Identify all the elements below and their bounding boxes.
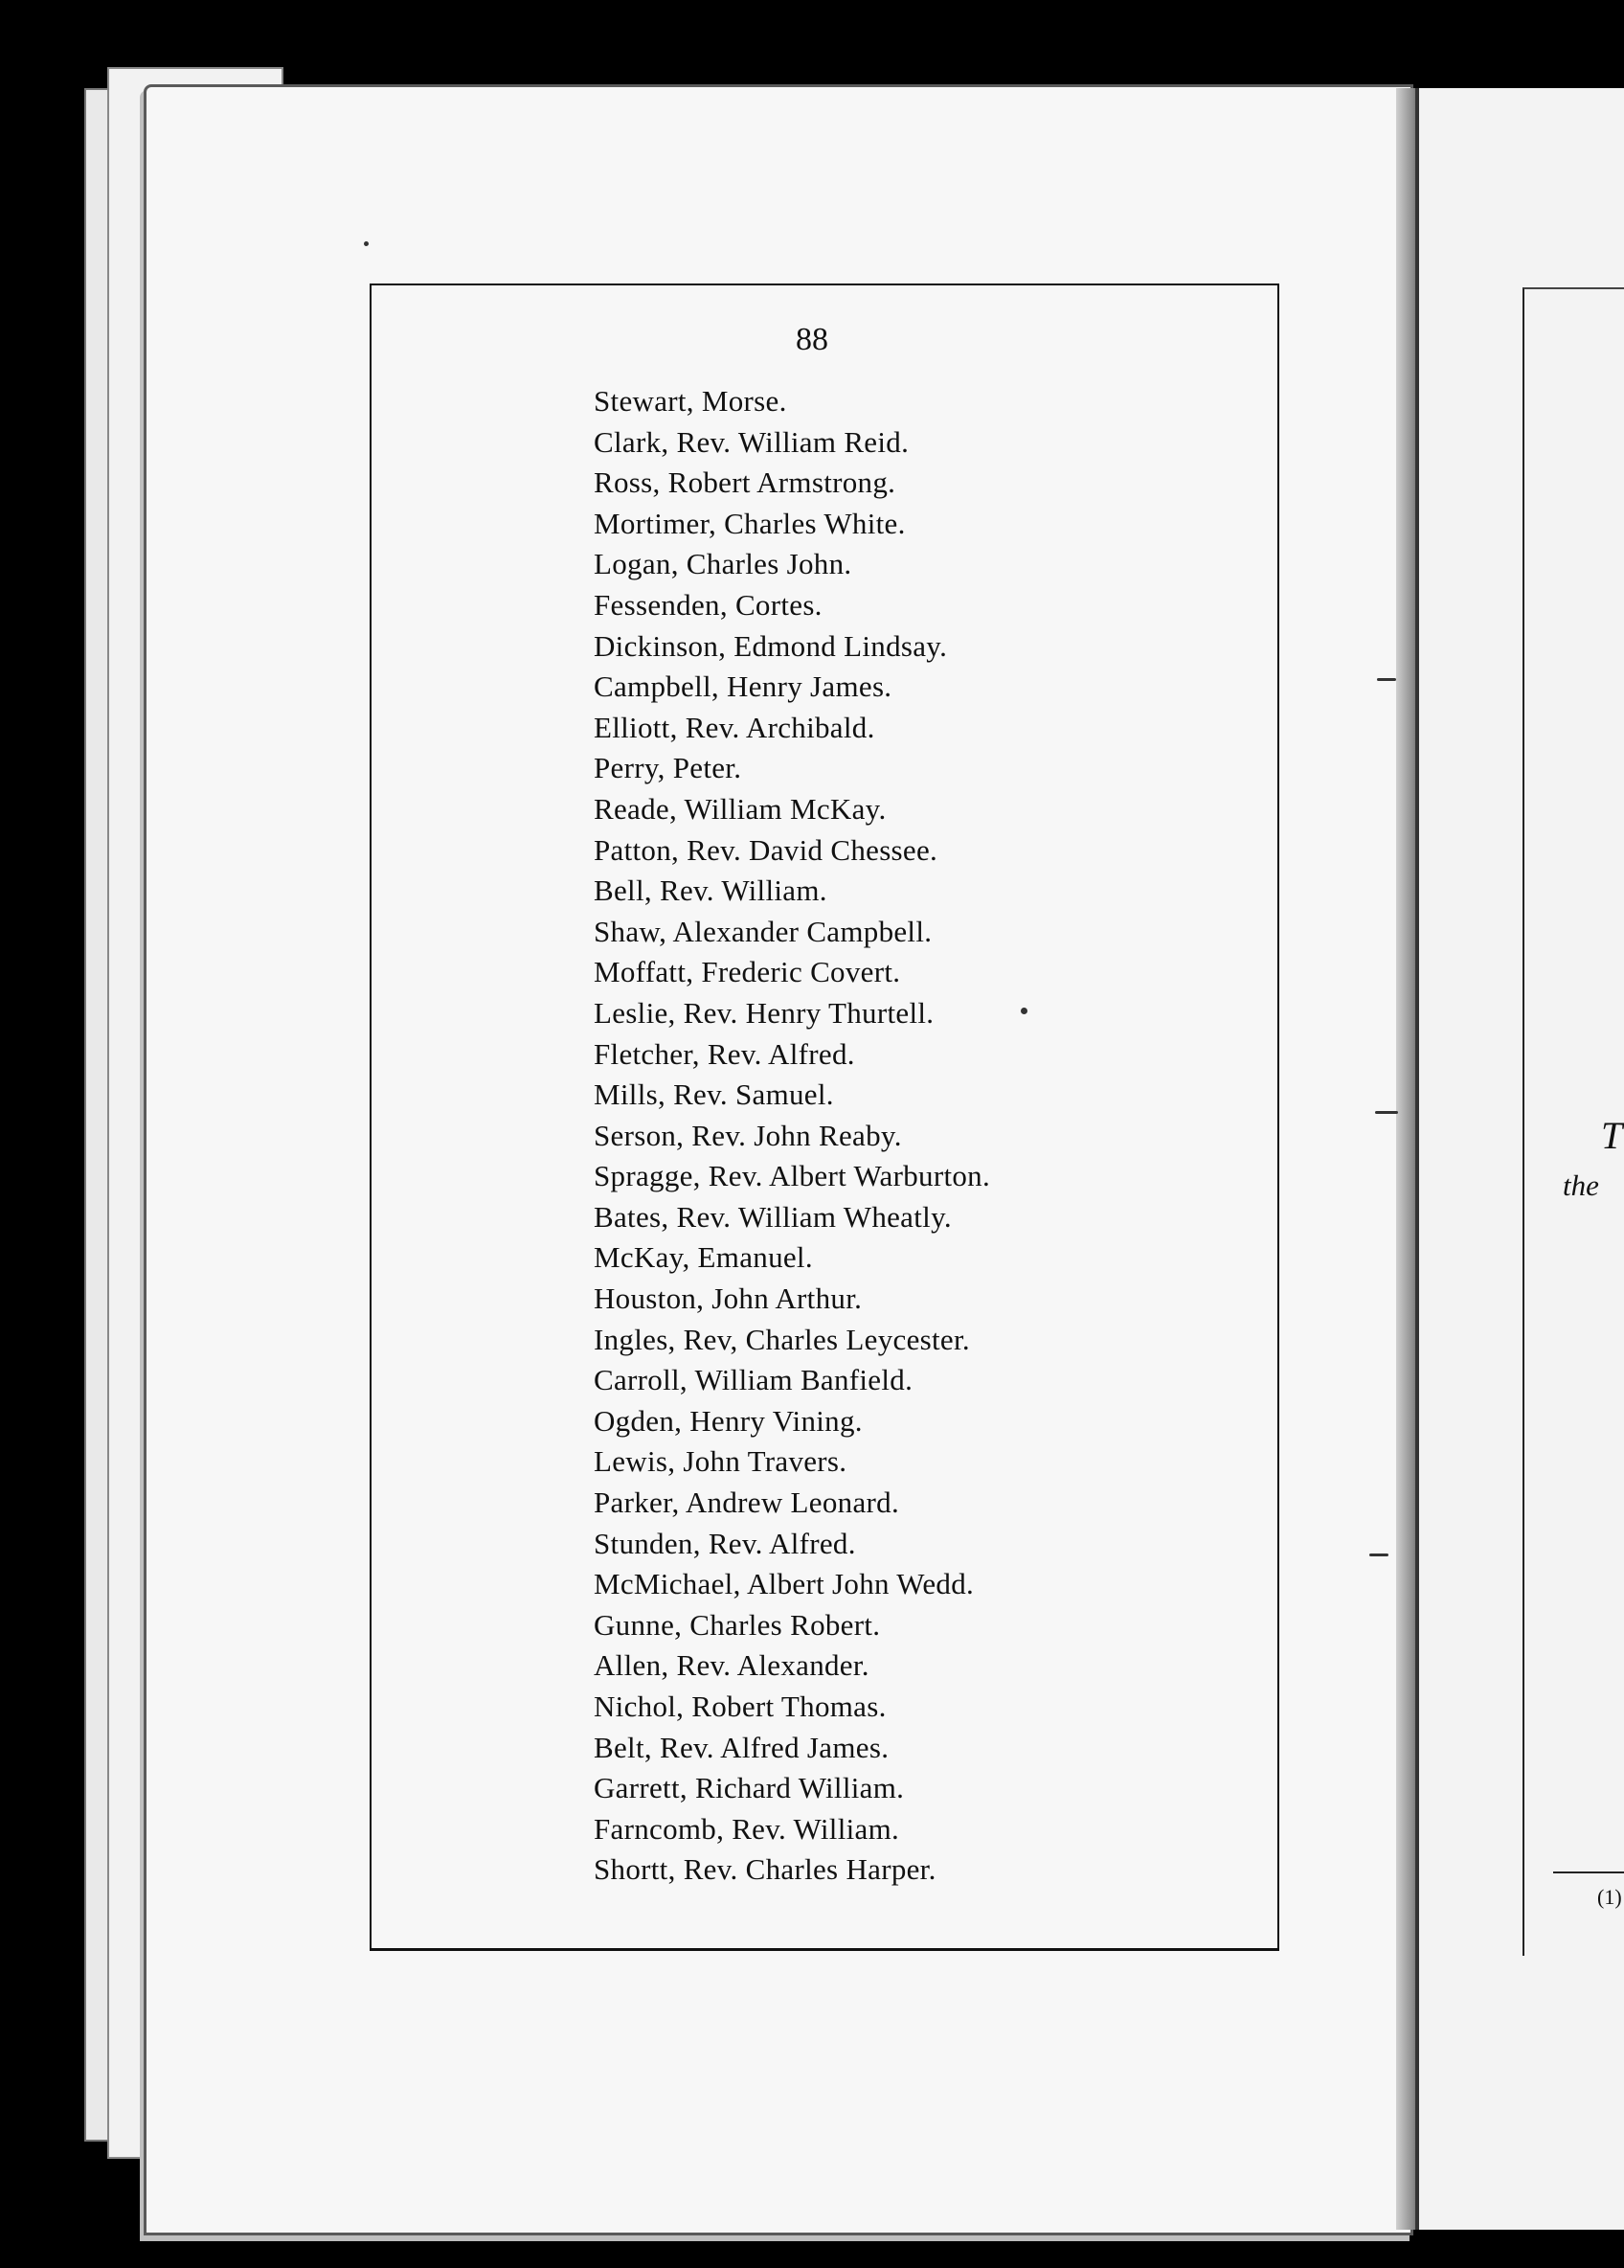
list-item: Fletcher, Rev. Alfred. <box>594 1036 855 1071</box>
list-item: Serson, Rev. John Reaby. <box>594 1118 902 1152</box>
list-item: Logan, Charles John. <box>594 547 852 581</box>
list-item: Belt, Rev. Alfred James. <box>594 1730 890 1764</box>
page-number: 88 <box>796 322 828 357</box>
list-item: Patton, Rev. David Chessee. <box>594 832 938 867</box>
scan-speck <box>1021 1008 1027 1014</box>
list-item: Lewis, John Travers. <box>594 1444 847 1479</box>
scan-speck <box>364 241 369 246</box>
name-list <box>594 381 990 1891</box>
list-item: Campbell, Henry James. <box>594 669 892 704</box>
list-item: Ogden, Henry Vining. <box>594 1403 863 1438</box>
list-item: Elliott, Rev. Archibald. <box>594 710 875 744</box>
list-item: Stunden, Rev. Alfred. <box>594 1526 856 1560</box>
list-item: Nichol, Robert Thomas. <box>594 1690 887 1723</box>
list-item: Stewart, Morse. <box>594 384 787 418</box>
list-item: Shaw, Alexander Campbell. <box>594 914 933 948</box>
list-item: Ross, Robert Armstrong. <box>594 465 896 500</box>
list-item: Ingles, Rev, Charles Leycester. <box>594 1322 970 1356</box>
list-item: Reade, William McKay. <box>594 791 887 826</box>
facing-page-footnote-rule <box>1553 1871 1624 1873</box>
list-item: Mills, Rev. Samuel. <box>594 1077 834 1112</box>
list-item: Bell, Rev. William. <box>594 873 827 908</box>
list-item: Spragge, Rev. Albert Warburton. <box>594 1159 991 1193</box>
list-item: Houston, John Arthur. <box>594 1281 863 1316</box>
list-item: Gunne, Charles Robert. <box>594 1607 881 1642</box>
scan-speck <box>1377 678 1396 681</box>
scan-speck <box>1375 1111 1398 1114</box>
list-item: Fessenden, Cortes. <box>594 587 823 622</box>
list-item: Allen, Rev. Alexander. <box>594 1648 869 1683</box>
facing-page-italic-fragment: the <box>1563 1168 1599 1202</box>
list-item: McKay, Emanuel. <box>594 1240 813 1275</box>
list-item: Dickinson, Edmond Lindsay. <box>594 628 948 663</box>
list-item: Moffatt, Frederic Covert. <box>594 955 901 989</box>
list-item: Farncomb, Rev. William. <box>594 1811 900 1846</box>
list-item: Garrett, Richard William. <box>594 1771 905 1805</box>
list-item: Perry, Peter. <box>594 751 742 785</box>
facing-page-heading-fragment: T <box>1601 1114 1623 1157</box>
facing-page-footnote-marker: (1) <box>1597 1885 1622 1909</box>
list-item: Bates, Rev. William Wheatly. <box>594 1199 952 1234</box>
list-item: McMichael, Albert John Wedd. <box>594 1567 975 1601</box>
list-item: Parker, Andrew Leonard. <box>594 1486 899 1520</box>
list-item: Shortt, Rev. Charles Harper. <box>594 1852 936 1887</box>
list-item: Carroll, William Banfield. <box>594 1363 914 1397</box>
list-item: Mortimer, Charles White. <box>594 506 906 540</box>
list-item: Leslie, Rev. Henry Thurtell. <box>594 995 935 1030</box>
list-item: Clark, Rev. William Reid. <box>594 424 910 459</box>
scan-speck <box>1369 1554 1388 1556</box>
